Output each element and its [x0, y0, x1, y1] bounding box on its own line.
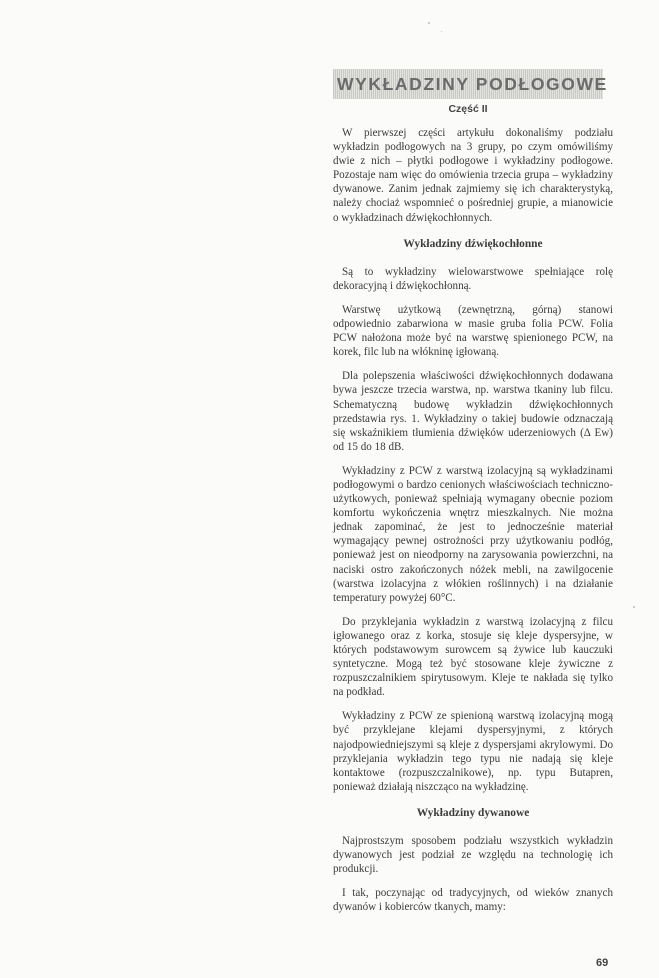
page-number: 69 [596, 957, 609, 969]
scan-speck [633, 606, 635, 608]
paragraph: Najprostszym sposobem podziału wszystkich wykładzin dywanowych jest podział ze względu na technologię ich produkcji. [333, 835, 613, 876]
article-title: WYKŁADZINY PODŁOGOWE [337, 74, 608, 94]
part-label: Część II [448, 103, 488, 115]
scan-speck [428, 22, 430, 24]
section-heading-soundproof: Wykładziny dźwiękochłonne [403, 237, 543, 250]
scan-speck [441, 31, 442, 32]
paragraph: Są to wykładziny wielowarstwowe spełniające rolę dekoracyjną i dźwiękochłonną. [333, 265, 613, 292]
intro-paragraph: W pierwszej części artykułu dokonaliśmy podziału wykładzin podłogowych na 3 grupy, po czym omówiliśmy dwie z nich – płytki podłogowe i wykładziny podłogowe. Pozostaje nam więc do omówienia trzecia grupa – wykładziny dywanowe. Zanim jednak zajmiemy się ich charakterystyką, należy chociaż wspomnieć o pośredniej grupie, a mianowicie o wykładzinach dźwiękochłonnych. [333, 127, 613, 224]
section-heading-carpet: Wykładziny dywanowe [416, 806, 530, 819]
text-column [333, 126, 613, 925]
paragraph: Warstwę użytkową (zewnętrzną, górną) stanowi odpowiednio zabarwiona w masie gruba folia PCW. Folia PCW nałożona może być na warstwę spienionego PCW, na korek, filc lub na włókninę igłowaną. [333, 303, 613, 359]
paragraph: Wykładziny z PCW ze spienioną warstwą izolacyjną mogą być przyklejane klejami dyspersyjnymi, z których najodpowiedniejszymi są kleje z dyspersjami akrylowymi. Do przyklejania wykładzin tego typu nie nadają się kleje kontaktowe (rozpuszczalnikowe), np. typu Butapren, ponieważ działają niszcząco na wykładzinę. [333, 710, 613, 793]
paragraph: Wykładziny z PCW z warstwą izolacyjną są wykładzinami podłogowymi o bardzo cenionych właściwościach techniczno-użytkowych, ponieważ spełniają wymagany obecnie poziom komfortu wykończenia wnętrz mieszkalnych. Nie można jednak zapominać, że jest to jednocześnie materiał wymagający pewnej ostrożności przy użytkowaniu podłóg, ponieważ jest on nieodporny na zarysowania powierzchni, na naciski ostro zakończonych nóżek mebli, na zawilgocenie (warstwa izolacyjna z włókien roślinnych) i na działanie temperatury powyżej 60°C. [333, 464, 613, 604]
paragraph: Do przyklejania wykładzin z warstwą izolacyjną z filcu igłowanego oraz z korka, stosuje się kleje dyspersyjne, w których podstawowym surowcem są żywice lub kauczuki syntetyczne. Mogą też być stosowane kleje żywiczne z rozpuszczalnikiem spirytusowym. Kleje te nakłada się tylko na podkład. [333, 615, 613, 699]
paragraph: Dla polepszenia właściwości dźwiękochłonnych dodawana bywa jeszcze trzecia warstwa, np. warstwa tkaniny lub filcu. Schematyczną budowę wykładzin dźwiękochłonnych przedstawia rys. 1. Wykładziny o takiej budowie odznaczają się wskaźnikiem tłumienia dźwięków uderzeniowych (Δ Ew) od 15 do 18 dB. [333, 370, 613, 453]
paragraph: I tak, poczynając od tradycyjnych, od wieków znanych dywanów i kobierców tkanych, mamy: [333, 887, 613, 914]
